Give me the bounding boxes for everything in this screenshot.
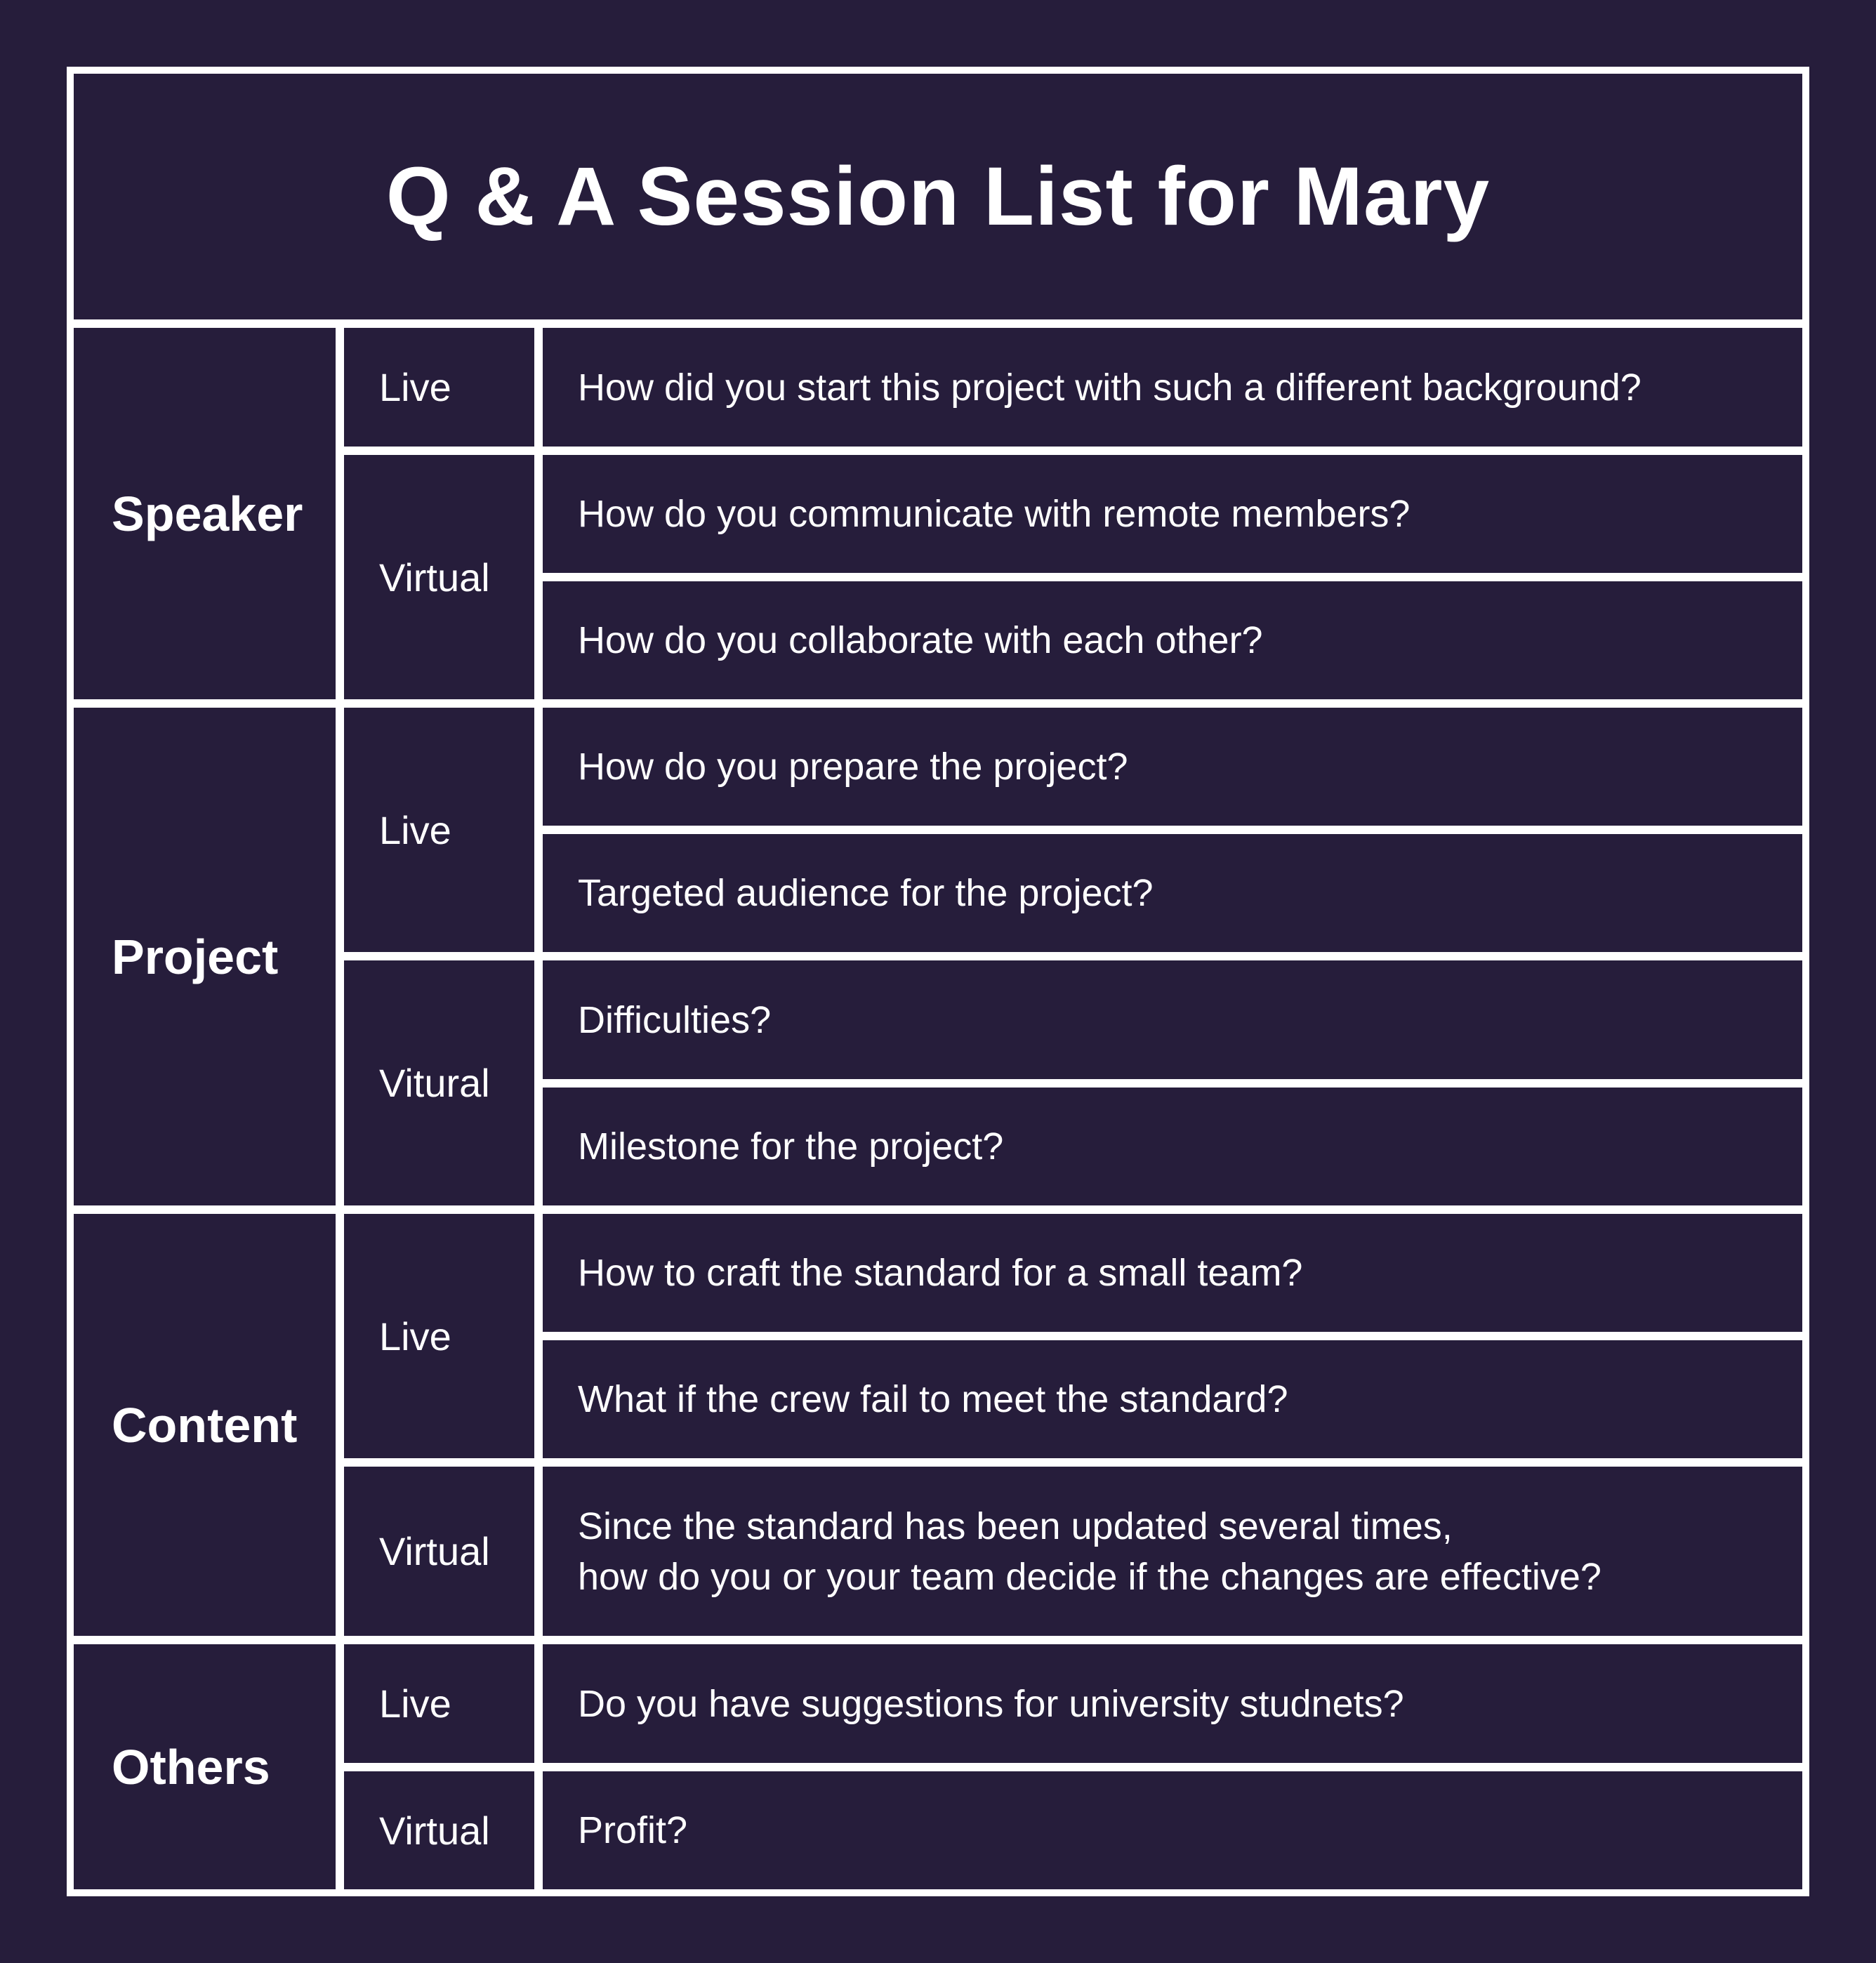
question-cell: How to craft the standard for a small team? xyxy=(543,1214,1802,1332)
mode-project-virtual: Vitural xyxy=(344,960,534,1205)
table-title: Q & A Session List for Mary xyxy=(74,74,1802,319)
question-cell: Since the standard has been updated several times, how do you or your team decide if the changes are effective? xyxy=(543,1467,1802,1636)
category-speaker: Speaker xyxy=(74,328,336,699)
question-cell: Targeted audience for the project? xyxy=(543,834,1802,952)
mode-content-virtual: Virtual xyxy=(344,1467,534,1636)
mode-content-live: Live xyxy=(344,1214,534,1458)
mode-others-virtual: Virtual xyxy=(344,1771,534,1889)
question-cell: How do you collaborate with each other? xyxy=(543,581,1802,699)
question-cell: How do you communicate with remote members? xyxy=(543,455,1802,573)
question-cell: What if the crew fail to meet the standard? xyxy=(543,1340,1802,1458)
question-cell: Milestone for the project? xyxy=(543,1088,1802,1205)
question-cell: Do you have suggestions for university studnets? xyxy=(543,1644,1802,1763)
question-cell: Difficulties? xyxy=(543,960,1802,1079)
qa-session-table xyxy=(67,67,1809,1896)
question-cell: How do you prepare the project? xyxy=(543,708,1802,826)
question-cell: How did you start this project with such a different background? xyxy=(543,328,1802,447)
category-content: Content xyxy=(74,1214,336,1636)
category-others: Others xyxy=(74,1644,336,1889)
question-cell: Profit? xyxy=(543,1771,1802,1889)
mode-project-live: Live xyxy=(344,708,534,952)
mode-speaker-live: Live xyxy=(344,328,534,447)
mode-others-live: Live xyxy=(344,1644,534,1763)
mode-speaker-virtual: Virtual xyxy=(344,455,534,699)
category-project: Project xyxy=(74,708,336,1205)
